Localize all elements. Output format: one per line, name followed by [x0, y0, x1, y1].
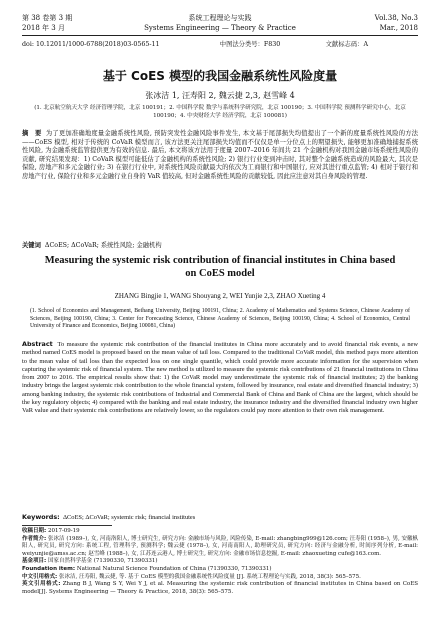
english-authors: ZHANG Bingjie 1, WANG Shouyang 2, WEI Yunjie 2,3, ZHAO Xueting 4: [114, 292, 326, 300]
fund-cn: [22, 558, 418, 566]
chinese-affiliations: (1. 北京航空航天大学 经济管理学院，北京 100191；2. 中国科学院 数学与系统科学研究院，北京 100190；3. 中国科学院 预测科学研究中心，北京 100190；4. 中央财经大学 经济学院，北京 100081): [34, 105, 406, 119]
volume-issue-cn: 第 38 卷第 3 期: [22, 14, 73, 22]
author-bios: [22, 536, 418, 559]
received-label: 收稿日期:: [22, 528, 47, 534]
citation-en-text: Zhang B J, Wang S Y, Wei Y J, et al. Measuring the systemic risk contribution of financial institutes in China based on CoES model[J]. Systems Engineering — Theory & Practice, 2018, 38(3): 565–575.: [22, 581, 419, 595]
fund-en-label: Foundation item:: [22, 565, 76, 572]
clc-number: 中图法分类号：F830: [219, 41, 281, 48]
author-bios-label: 作者简介:: [22, 535, 47, 542]
chinese-title: 基于 CoES 模型的我国金融系统性风险度量: [102, 69, 338, 83]
chinese-authors: 张冰洁 1, 汪寿阳 2, 魏云捷 2,3, 赵雪峰 4: [145, 91, 295, 100]
english-keywords: [22, 513, 418, 521]
received-date: [22, 528, 418, 536]
fund-en: [22, 566, 418, 574]
fund-cn-label: 基金项目:: [22, 558, 47, 565]
fund-cn-text: 国家自然科学基金 (71390330, 71390331): [47, 558, 158, 565]
journal-name-cn: 系统工程理论与实践: [188, 14, 252, 22]
english-keywords-text: ΔCoES; ΔCoVaR; systemic risk; financial institutes: [62, 514, 196, 521]
citation-en: [22, 581, 418, 596]
volume-issue-en: Vol.38, No.3: [374, 14, 418, 22]
received-value: 2017-09-19: [47, 528, 80, 534]
english-abstract: [22, 340, 418, 416]
doi: doi: 10.12011/1000-6788(2018)03-0565-11: [22, 41, 160, 48]
document-code: 文献标志码：A: [325, 41, 368, 48]
date-en: Mar., 2018: [379, 24, 418, 32]
fund-en-text: National Natural Science Foundation of China (71390330, 71390331): [76, 565, 272, 572]
footnote-rule: [22, 525, 112, 526]
footnotes: [22, 528, 418, 596]
header-rule: [22, 35, 418, 36]
english-keywords-label: Keywords:: [22, 513, 60, 521]
journal-name-en: Systems Engineering — Theory & Practice: [144, 24, 296, 32]
citation-cn-label: 中文引用格式:: [22, 573, 58, 580]
chinese-keywords: [22, 240, 418, 249]
author-bios-text: 张冰洁 (1989–), 女, 河南洛阳人, 博士研究生, 研究方向: 金融市场与风险, 风险传染, E-mail: zhangbing999@126.com; 汪寿阳 (1958–), 男, 安徽枞阳人, 研究员, 研究方向: 系统工程, 管理科学, 预测科学; 魏云捷 (1978–), 女, 河南南阳人, 助理研究员, 研究方向: 经济与金融分析, 时间序列分析, E-mail: weiyunjie@amss.ac.cn; 赵雪峰 (1988–), 女, 江苏连云港人, 博士研究生, 研究方向: 金融市场信息挖掘, E-mail: zhaoxueting cufe@163.com.: [22, 535, 418, 557]
english-abstract-text: To measure the systemic risk contribution of the financial institutes in China more accurately and to avoid financial risk events, a new method named CoES model is proposed based on the mean value of tail loss. Compared to the traditional CoVaR model, this method pays more attention to the mean value of tail loss than the expected loss on one single quantile, which could provide more accurate information for the supervision when capturing the systemic risk of financial system. The new method is utilized to measure the systemic risk contributions of 21 financial institutions in China from 2007 to 2016. The empirical results show that: 1) the CoVaR model may underestimate the systemic risk of financial institutes; 2) the banking industry brings the largest systemic risk contribution to the whole financial system, followed by insurance, real estate and diversified financial industry; 3) among banking industry, the systemic risk contributions of Industrial and Commercial Bank of China and Bank of China are the largest, which should be the key regulatory objects; 4) compared with the banking and real estate industry, the insurance industry and the diversified financial industry own higher VaR value and their systemic risk contributions are relatively lower, so the regulators could pay more attention to their own risk management.: [22, 341, 418, 415]
chinese-keywords-label: 关键词: [22, 242, 41, 249]
chinese-abstract-text: 为了更加准确地度量金融系统性风险, 预防突发性金融风险事件发生, 本文基于尾部损失均值提出了一个新的度量系统性风险的方法——CoES 模型, 相对于传统的 CoVaR 模型而言, 该方法更关注尾部损失均值而不仅仅是单一分位点上的期望损失, 能够更加准确地捕捉系统性风险, 为金融系统监管提供更为有效的信息. 最后, 本文将该方法用于度量 2007–2016 年间共 21 个金融机构对我国金融市场系统性风险的贡献, 研究结果发现：1) CoVaR 模型可能低估了金融机构的系统性风险; 2) 银行行业变到冲击时, 其对整个金融系统造成的风险最大, 其次是保险, 房地产和多元金融行业; 3) 在银行行业中, 对系统性风险贡献最大的依次为工商银行和中国银行, 应对其进行重点监管; 4) 相对于银行和房地产行业, 保险行业和多元金融行业自身的 VaR 值较高, 但对金融系统性风险的贡献较低, 因此应注意对其自身风险的管理.: [22, 130, 418, 180]
english-abstract-label: Abstract: [22, 340, 53, 348]
english-title: Measuring the systemic risk contribution of financial institutes in China based on CoES model: [44, 255, 396, 279]
citation-cn-text: 张冰洁, 汪寿阳, 魏云捷, 等. 基于 CoES 模型的我国金融系统性风险度量 [J]. 系统工程理论与实践, 2018, 38(3): 565–575.: [58, 573, 361, 580]
chinese-abstract-label: 摘 要: [22, 130, 42, 137]
citation-en-label: 英文引用格式:: [22, 581, 61, 588]
chinese-keywords-text: ΔCoES; ΔCoVaR; 系统性风险; 金融机构: [44, 242, 162, 249]
date-cn: 2018 年 3 月: [22, 24, 65, 32]
chinese-abstract: [22, 130, 418, 182]
english-affiliations: (1. School of Economics and Management, Beihang University, Beijing 100191, China; 2. Academy of Mathematics and Systems Science, Chinese Academy of Sciences, Beijing 100190, China; 3. Center for Forecasting Science, Chinese Academy of Sciences, Beijing 100190, China; 4. School of Economics, Central University of Finance and Economics, Beijing 100081, China): [30, 308, 410, 330]
